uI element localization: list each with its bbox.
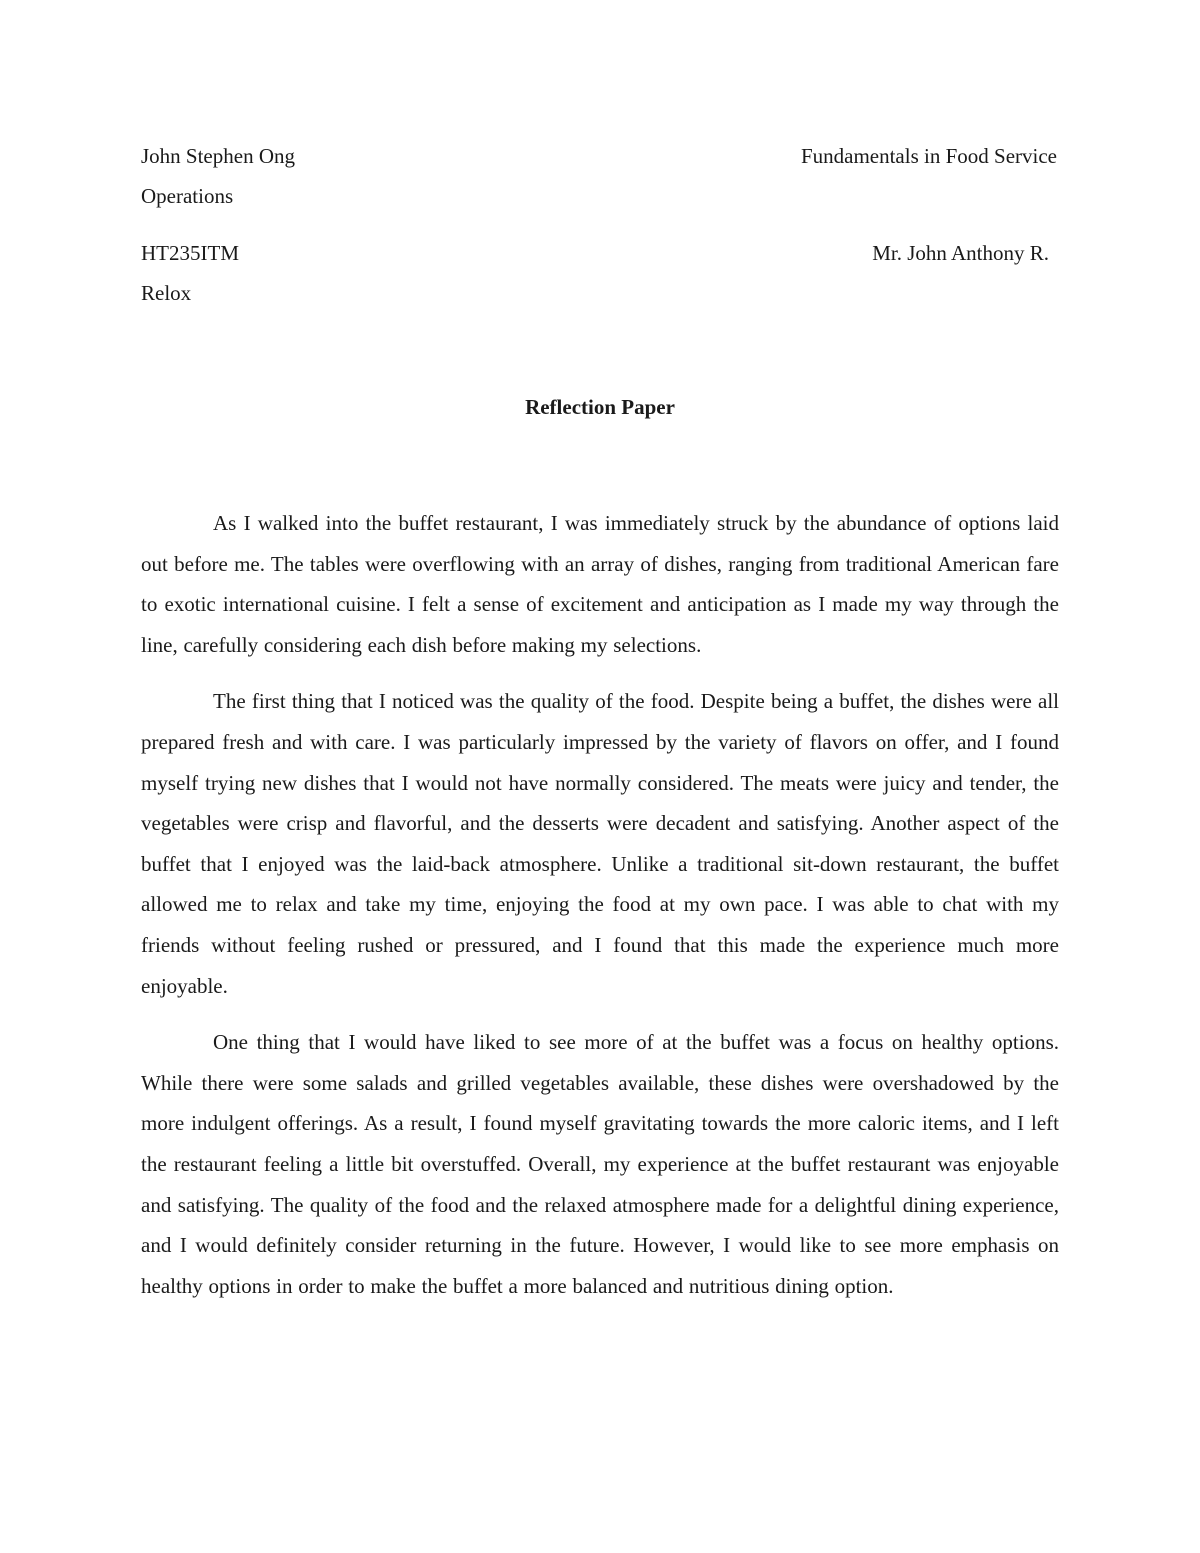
paragraph-1: As I walked into the buffet restaurant, I was immediately struck by the abundance of options laid out before me. The tables were overflowing with an array of dishes, ranging from traditional American fare to exotic international cuisine. I felt a sense of excitement and anticipation as I made my way through the line, carefully considering each dish before making my selections. xyxy=(141,511,1059,657)
paper-body xyxy=(141,503,1059,1322)
course-name-continued: Operations xyxy=(141,184,234,208)
course-name: Fundamentals in Food Service xyxy=(800,144,1057,168)
paper-title: Reflection Paper xyxy=(525,395,675,419)
paragraph-2: The first thing that I noticed was the quality of the food. Despite being a buffet, the dishes were all prepared fresh and with care. I was particularly impressed by the variety of flavors on offer, and I found myself trying new dishes that I would not have normally considered. The meats were juicy and tender, the vegetables were crisp and flavorful, and the desserts were decadent and satisfying. Another aspect of the buffet that I enjoyed was the laid-back atmosphere. Unlike a traditional sit-down restaurant, the buffet allowed me to relax and take my time, enjoying the food at my own pace. I was able to chat with my friends without feeling rushed or pressured, and I found that this made the experience much more enjoyable. xyxy=(141,689,1059,998)
paragraph-3: One thing that I would have liked to see more of at the buffet was a focus on healthy options. While there were some salads and grilled vegetables available, these dishes were overshadowed by the more indulgent offerings. As a result, I found myself gravitating towards the more caloric items, and I left the restaurant feeling a little bit overstuffed. Overall, my experience at the buffet restaurant was enjoyable and satisfying. The quality of the food and the relaxed atmosphere made for a delightful dining experience, and I would definitely consider returning in the future. However, I would like to see more emphasis on healthy options in order to make the buffet a more balanced and nutritious dining option. xyxy=(141,1030,1059,1298)
student-name: John Stephen Ong xyxy=(141,144,295,168)
instructor-name: Mr. John Anthony R. xyxy=(872,241,1049,265)
instructor-name-continued: Relox xyxy=(141,281,192,305)
section-code: HT235ITM xyxy=(141,241,239,265)
